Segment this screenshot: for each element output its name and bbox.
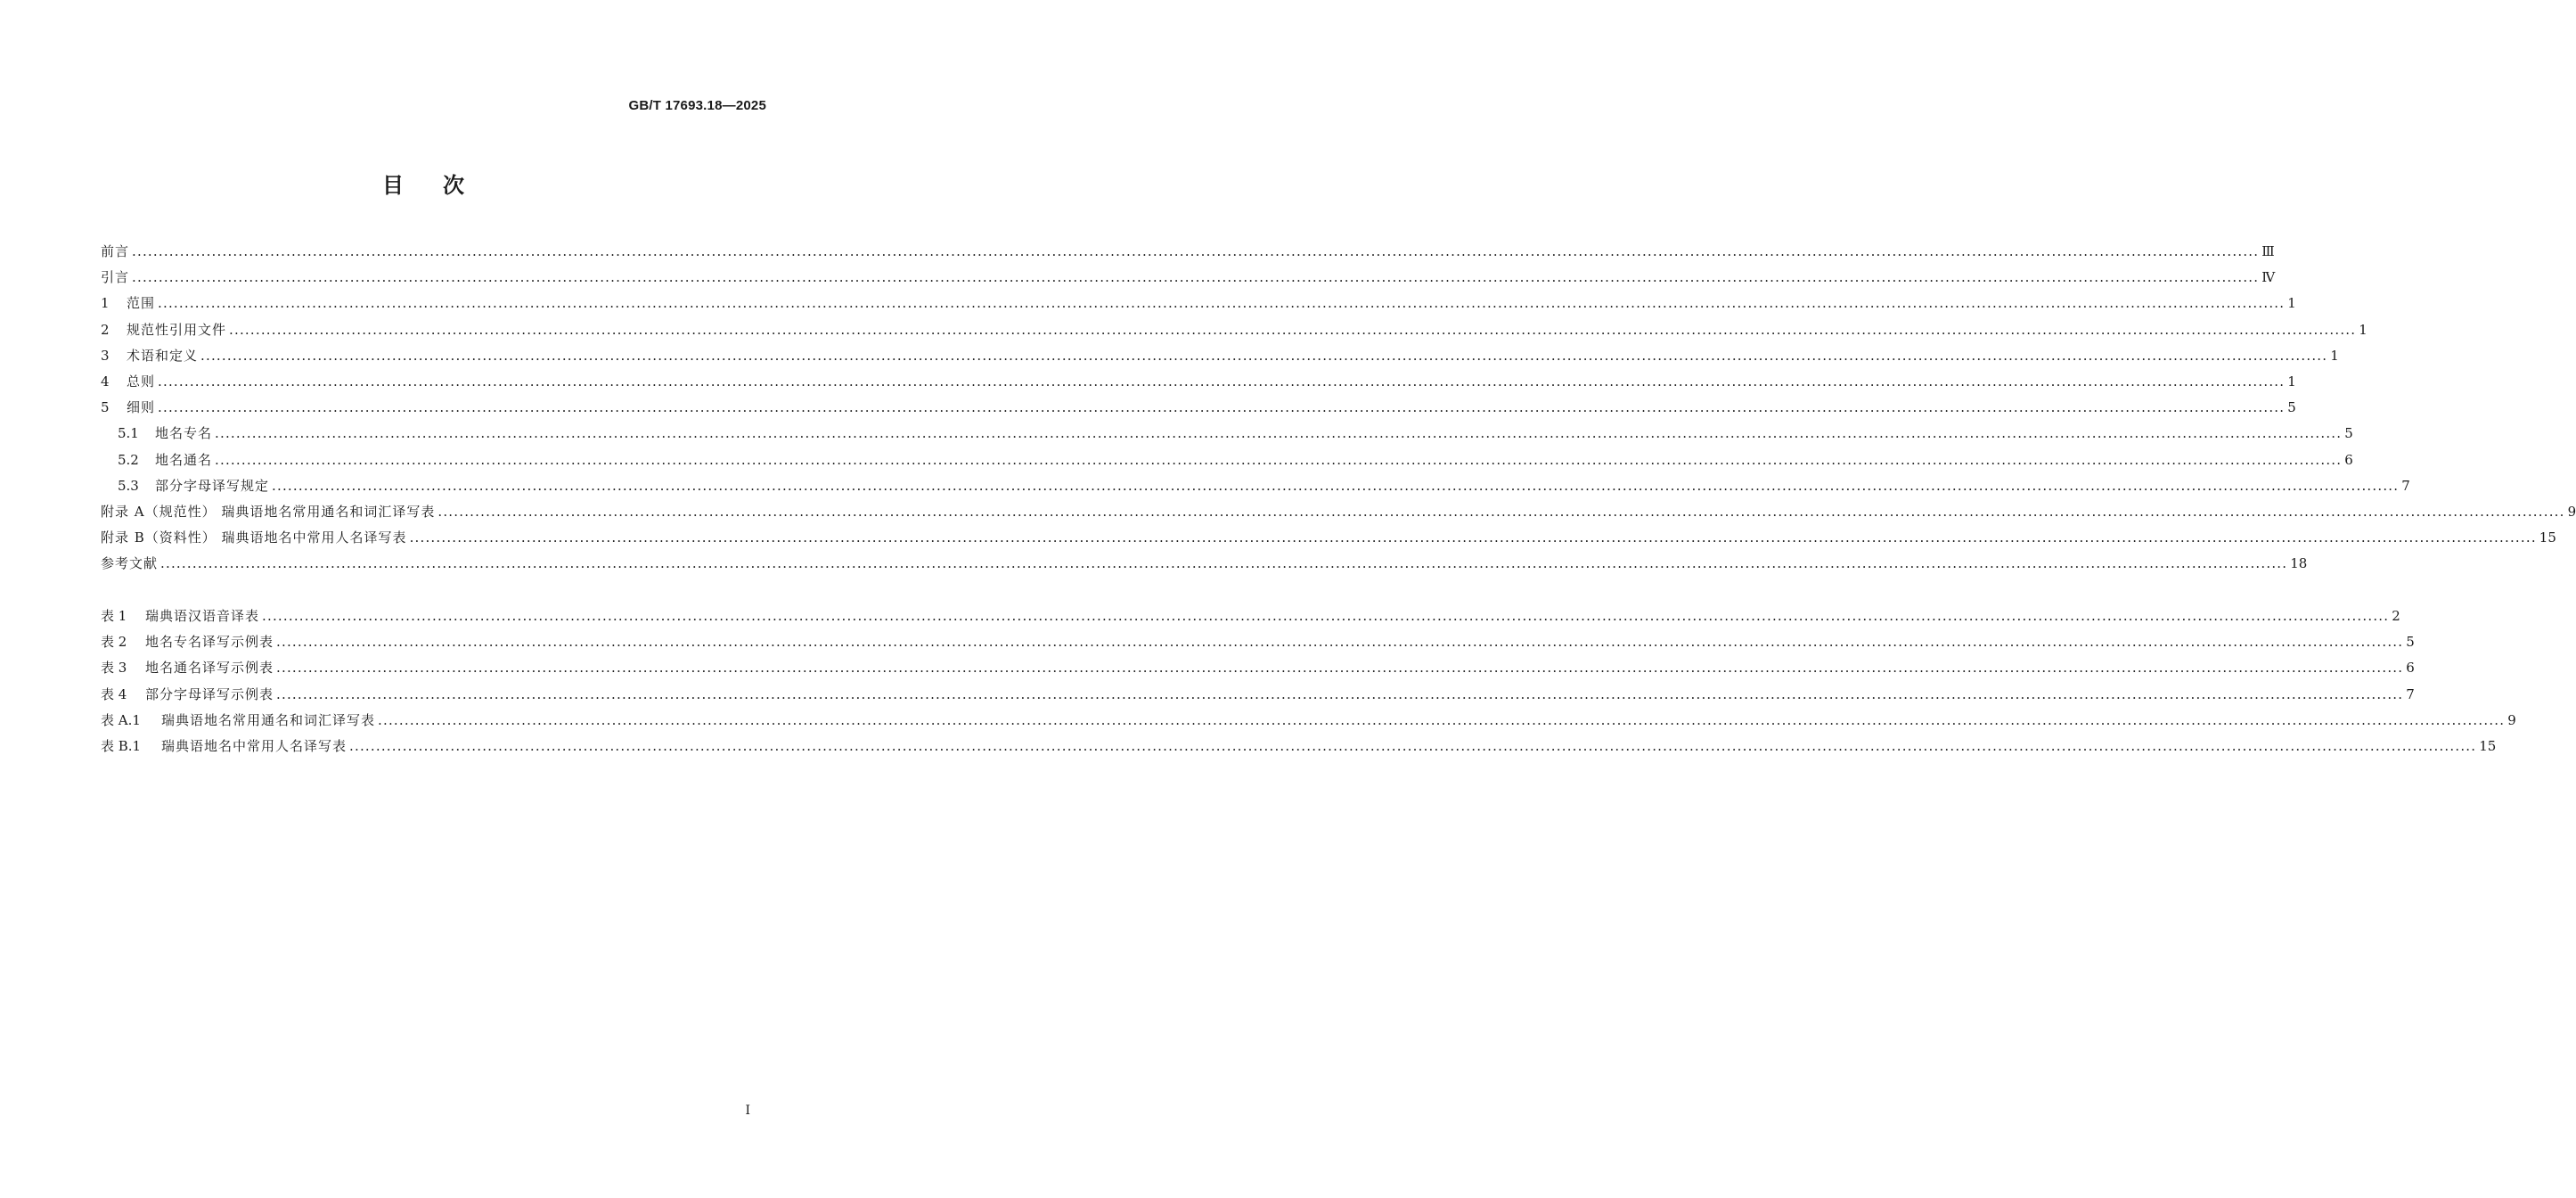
entry-label: 引言	[101, 269, 130, 286]
dot-leader: ................................................................................................................................................................................................................................................................................................................................................................................................................	[378, 711, 2506, 728]
toc-entry[interactable]	[101, 343, 2339, 369]
dot-leader: ................................................................................................................................................................................................................................................................................................................................................................................................................	[276, 634, 2404, 651]
entry-label: 部分字母译写示例表	[145, 685, 274, 702]
entry-label: 瑞典语地名常用通名和词汇译写表	[161, 711, 376, 728]
dot-leader: ................................................................................................................................................................................................................................................................................................................................................................................................................	[262, 608, 2390, 624]
dot-leader: ................................................................................................................................................................................................................................................................................................................................................................................................................	[409, 529, 2537, 546]
entry-page: 1	[2359, 321, 2367, 338]
entry-page: 1	[2330, 347, 2339, 364]
entry-label: 规范性引用文件	[127, 321, 227, 338]
dot-leader: ................................................................................................................................................................................................................................................................................................................................................................................................................	[349, 737, 2477, 754]
entry-page: Ⅳ	[2261, 269, 2276, 286]
dot-leader: ................................................................................................................................................................................................................................................................................................................................................................................................................	[276, 685, 2404, 702]
entry-page: 6	[2344, 451, 2353, 468]
entry-label: 地名专名译写示例表	[145, 634, 274, 651]
dot-leader: ................................................................................................................................................................................................................................................................................................................................................................................................................	[438, 503, 2565, 520]
entry-label: 地名通名	[155, 451, 213, 468]
dot-leader: ................................................................................................................................................................................................................................................................................................................................................................................................................	[229, 321, 2357, 338]
entry-number: 5.3	[118, 477, 139, 494]
entry-page: 9	[2507, 711, 2516, 728]
dot-leader: ................................................................................................................................................................................................................................................................................................................................................................................................................	[272, 477, 2400, 494]
table-entry[interactable]	[101, 629, 2415, 655]
entry-label: 地名专名	[155, 425, 213, 442]
table-entry[interactable]	[101, 603, 2400, 629]
entry-label: 参考文献	[101, 555, 159, 572]
page-number: I	[745, 1104, 750, 1118]
dot-leader: ................................................................................................................................................................................................................................................................................................................................................................................................................	[276, 660, 2404, 677]
standard-code: GB/T 17693.18—2025	[628, 98, 766, 113]
entry-label: 瑞典语地名中常用人名译写表	[161, 737, 348, 754]
table-entry[interactable]	[101, 682, 2415, 708]
dot-leader: ................................................................................................................................................................................................................................................................................................................................................................................................................	[158, 295, 2286, 312]
entry-number: 4	[101, 373, 110, 390]
dot-leader: ................................................................................................................................................................................................................................................................................................................................................................................................................	[200, 347, 2328, 364]
entry-page: 1	[2287, 295, 2296, 312]
entry-page: 5	[2344, 425, 2353, 442]
entry-page: 5	[2287, 399, 2296, 416]
entry-label: 细则	[127, 399, 156, 416]
entry-label: 瑞典语汉语音译表	[145, 608, 260, 624]
dot-leader: ................................................................................................................................................................................................................................................................................................................................................................................................................	[215, 425, 2343, 442]
entry-label: 部分字母译写规定	[155, 477, 270, 494]
entry-number: 表 2	[101, 634, 127, 651]
entry-page: 18	[2290, 555, 2308, 572]
toc-entry[interactable]	[101, 395, 2296, 421]
entry-number: 表 4	[101, 685, 127, 702]
entry-label: 附录 B（资料性） 瑞典语地名中常用人名译写表	[101, 529, 407, 546]
entry-page: 9	[2567, 503, 2576, 520]
entry-page: 1	[2287, 373, 2296, 390]
entry-number: 5.1	[118, 425, 139, 442]
entry-number: 表 A.1	[101, 711, 141, 728]
entry-label: 地名通名译写示例表	[145, 660, 274, 677]
toc-entry[interactable]	[101, 473, 2410, 499]
entry-number: 1	[101, 295, 110, 312]
entry-page: Ⅲ	[2261, 243, 2275, 259]
table-entry[interactable]	[101, 708, 2516, 734]
dot-leader: ................................................................................................................................................................................................................................................................................................................................................................................................................	[132, 269, 2260, 286]
table-of-contents	[101, 239, 2576, 577]
entry-page: 6	[2406, 660, 2415, 677]
entry-label: 前言	[101, 243, 130, 259]
entry-number: 3	[101, 347, 110, 364]
entry-page: 15	[2479, 737, 2497, 754]
dot-leader: ................................................................................................................................................................................................................................................................................................................................................................................................................	[158, 373, 2286, 390]
toc-entry[interactable]	[101, 239, 2275, 265]
entry-number: 表 1	[101, 608, 127, 624]
toc-entry[interactable]	[101, 291, 2296, 316]
dot-leader: ................................................................................................................................................................................................................................................................................................................................................................................................................	[132, 243, 2260, 259]
entry-page: 2	[2392, 608, 2400, 624]
dot-leader: ................................................................................................................................................................................................................................................................................................................................................................................................................	[215, 451, 2343, 468]
entry-number: 5.2	[118, 451, 139, 468]
table-entry[interactable]	[101, 734, 2497, 759]
entry-label: 总则	[127, 373, 156, 390]
entry-page: 15	[2539, 529, 2556, 546]
entry-page: 7	[2401, 477, 2410, 494]
toc-entry[interactable]	[101, 369, 2296, 395]
entry-page: 7	[2406, 685, 2415, 702]
entry-page: 5	[2406, 634, 2415, 651]
toc-entry[interactable]	[101, 421, 2353, 447]
toc-entry[interactable]	[101, 499, 2576, 525]
toc-entry[interactable]	[101, 525, 2556, 551]
list-of-tables	[101, 603, 2516, 759]
toc-entry[interactable]	[101, 265, 2276, 291]
entry-label: 范围	[127, 295, 156, 312]
entry-label: 附录 A（规范性） 瑞典语地名常用通名和词汇译写表	[101, 503, 436, 520]
toc-entry[interactable]	[101, 317, 2367, 343]
entry-number: 2	[101, 321, 110, 338]
entry-number: 表 B.1	[101, 737, 142, 754]
dot-leader: ................................................................................................................................................................................................................................................................................................................................................................................................................	[158, 399, 2286, 416]
page-title: 目次	[382, 173, 503, 198]
table-entry[interactable]	[101, 655, 2415, 681]
entry-label: 术语和定义	[127, 347, 199, 364]
dot-leader: ................................................................................................................................................................................................................................................................................................................................................................................................................	[160, 555, 2288, 572]
entry-number: 表 3	[101, 660, 127, 677]
toc-entry[interactable]	[101, 447, 2353, 473]
entry-number: 5	[101, 399, 110, 416]
toc-entry[interactable]	[101, 551, 2308, 577]
